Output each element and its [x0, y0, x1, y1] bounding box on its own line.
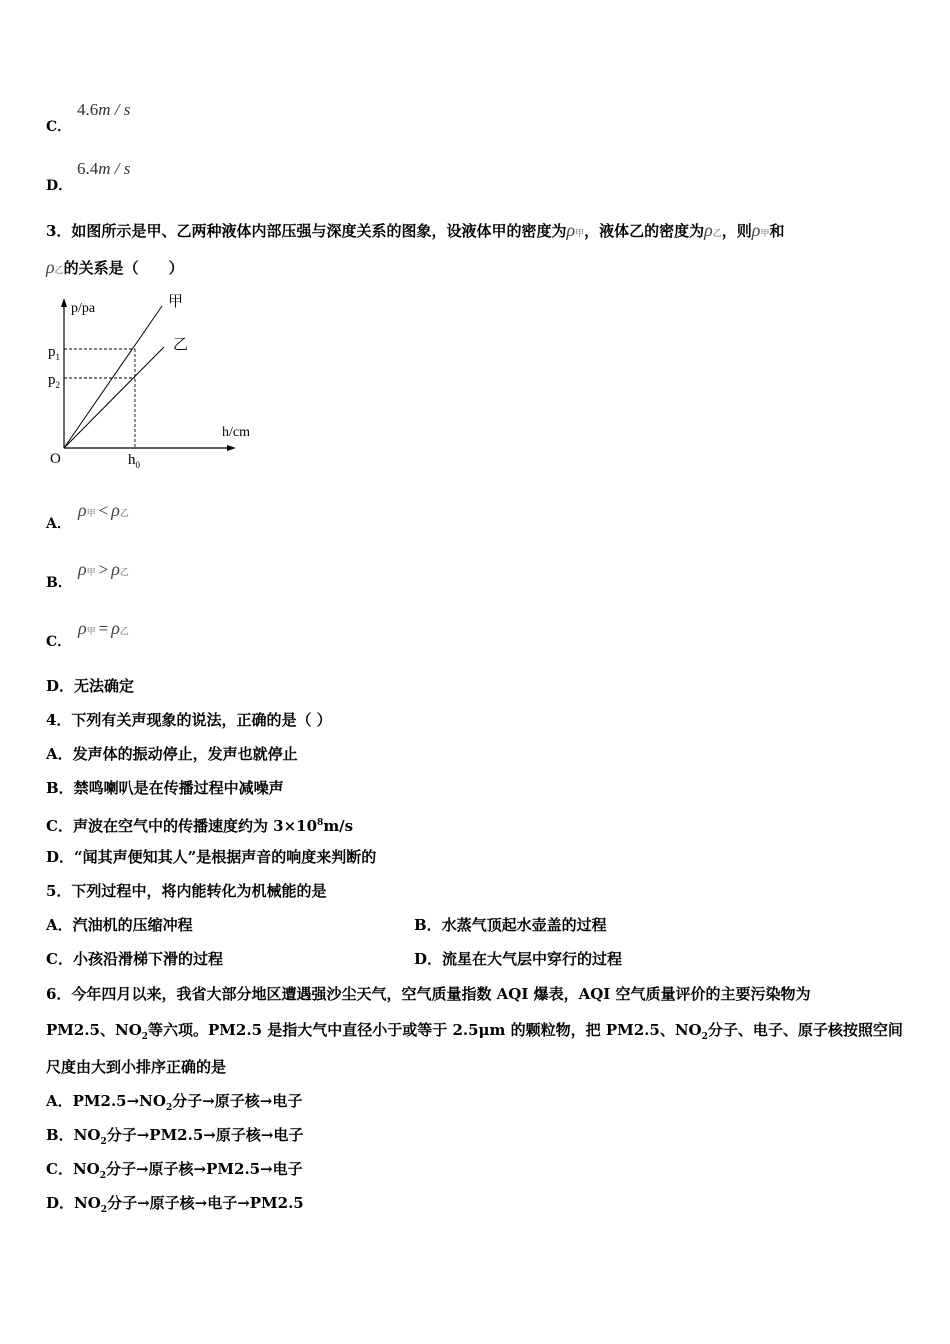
q6-stem-line1: 6．今年四月以来，我省大部分地区遭遇强沙尘天气，空气质量指数 AQI 爆表，AQI 空气质量评价的主要污染物为	[46, 985, 811, 1003]
line-yi-label: 乙	[173, 337, 189, 353]
q5-option-a: A．汽油机的压缩冲程	[46, 916, 193, 934]
pressure-depth-graph	[42, 288, 272, 480]
q5-option-c: C．小孩沿滑梯下滑的过程	[46, 950, 223, 968]
q5-option-b: B．水蒸气顶起水壶盖的过程	[414, 916, 607, 934]
h0-label: $h_0$	[128, 452, 140, 470]
x-axis-arrow	[227, 445, 236, 451]
origin-label: O	[50, 451, 61, 467]
option-label: C．	[46, 634, 72, 650]
p1-label: $p_1$	[48, 344, 60, 362]
density-formula: ρ甲 = ρ乙	[78, 618, 129, 638]
option-label: B．	[46, 575, 72, 591]
q6-option-c: C．$NO_2$分子→原子核→PM2.5→电子	[46, 1160, 303, 1181]
q4-option-b: B．禁鸣喇叭是在传播过程中减噪声	[46, 779, 284, 797]
y-axis-label: p/pa	[71, 301, 96, 316]
y-axis-arrow	[61, 298, 67, 307]
q3-stem-line1: 3．如图所示是甲、乙两种液体内部压强与深度关系的图象，设液体甲的密度为ρ甲，液体乙的密度为ρ乙，则ρ甲和	[46, 220, 785, 240]
q4-option-d: D．“闻其声便知其人”是根据声音的响度来判断的	[46, 848, 377, 866]
option-label: A．	[46, 516, 71, 532]
q6-option-d: D．$NO_2$分子→原子核→电子→PM2.5	[46, 1194, 304, 1215]
option-label: C．	[46, 119, 72, 135]
density-formula: ρ甲 < ρ乙	[78, 500, 129, 520]
q6-option-a: A．$PM2.5\to NO_2$分子→原子核→电子	[46, 1092, 303, 1113]
density-formula: ρ甲 > ρ乙	[78, 559, 129, 579]
q6-option-b: B．$NO_2$分子→PM2.5→原子核→电子	[46, 1126, 304, 1147]
q5-option-d: D．流星在大气层中穿行的过程	[414, 950, 623, 968]
speed-formula: 4.6m / s	[77, 100, 131, 119]
p2-label: $p_2$	[48, 372, 60, 390]
line-jia	[64, 306, 162, 448]
line-jia-label: 甲	[168, 294, 184, 310]
q3-option-d: D．无法确定	[46, 677, 135, 695]
option-label: D．	[46, 178, 73, 194]
q6-stem-line2: PM2.5、$NO_2$等六项。PM2.5 是指大气中直径小于或等于 2.5μm 的颗粒物，把 PM2.5、$NO_2$分子、电子、原子核按照空间	[46, 1021, 903, 1042]
q6-stem-line3: 尺度由大到小排序正确的是	[46, 1058, 227, 1076]
q4-option-c: C．声波在空气中的传播速度约为 $3\times 10^8m/s$	[46, 817, 354, 835]
q4-option-a: A．发声体的振动停止，发声也就停止	[46, 745, 298, 763]
x-axis-label: h/cm	[222, 425, 250, 440]
q5-stem: 5．下列过程中，将内能转化为机械能的是	[46, 882, 327, 900]
line-yi	[64, 347, 164, 448]
q4-stem: 4．下列有关声现象的说法，正确的是（ ）	[46, 711, 332, 729]
q3-stem-line2: ρ乙的关系是（ ）	[46, 257, 184, 277]
speed-formula: 6.4m / s	[77, 159, 131, 178]
